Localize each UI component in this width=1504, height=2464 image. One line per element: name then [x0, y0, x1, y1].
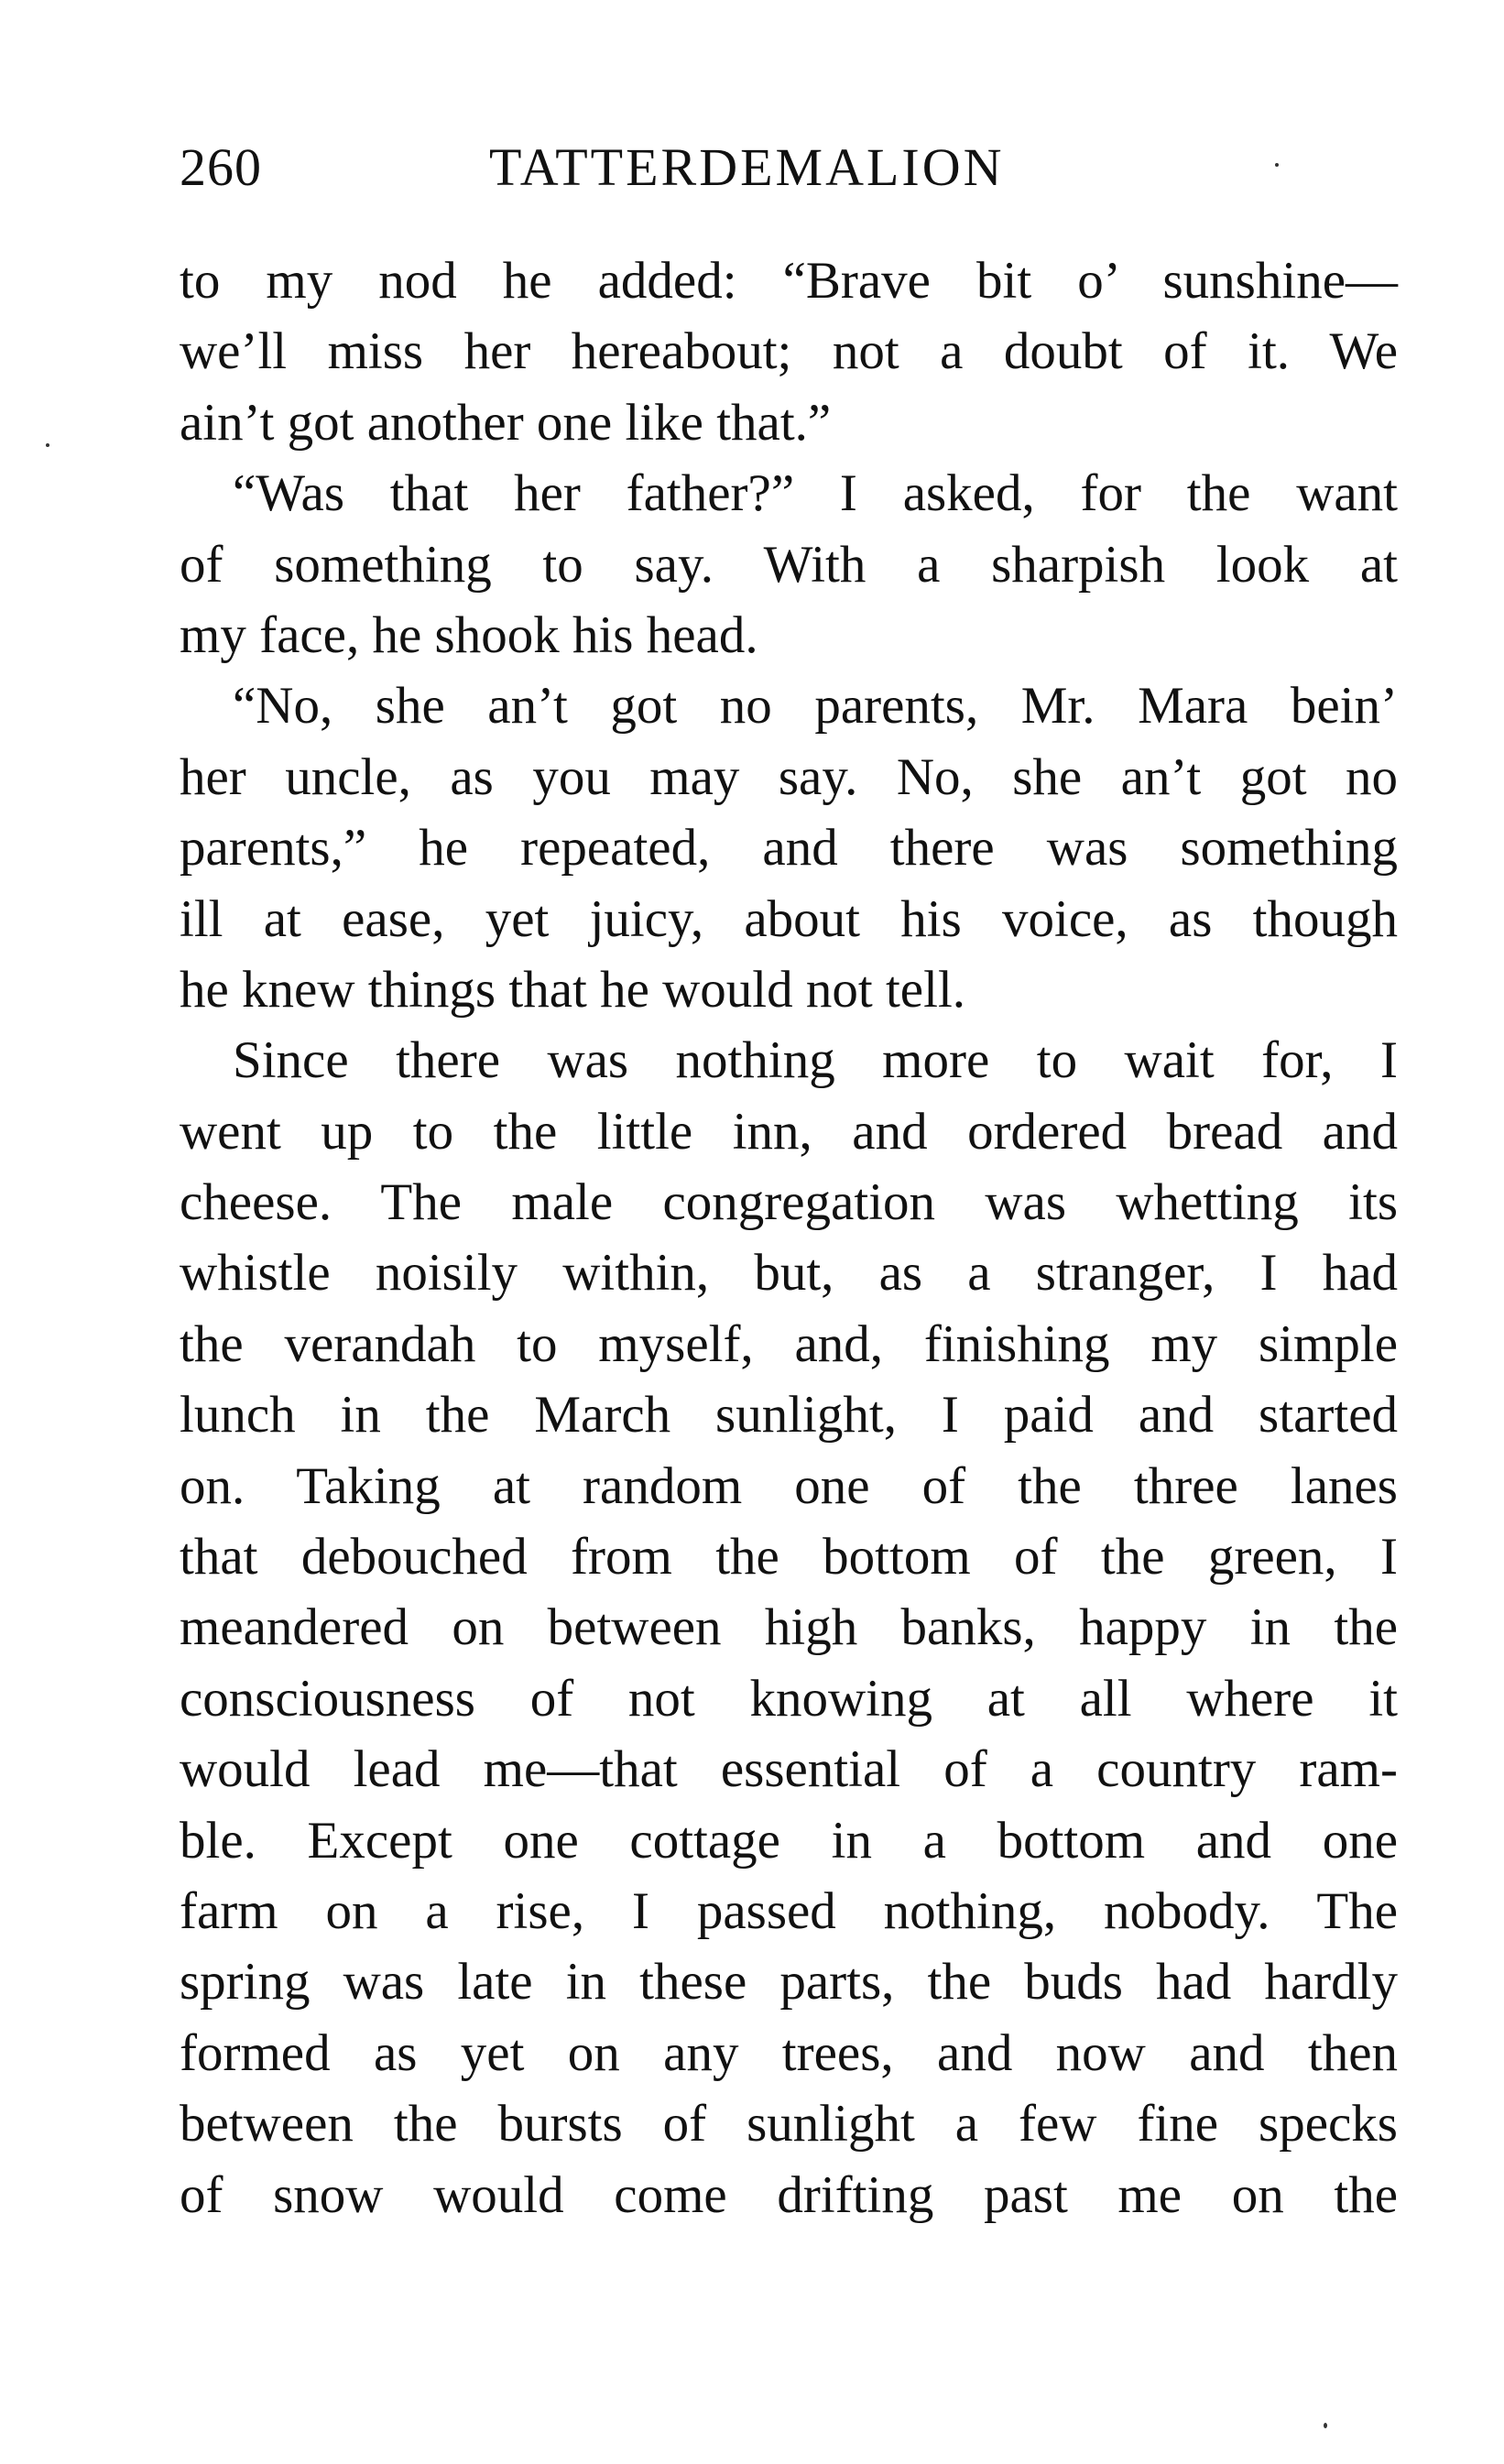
- text-line: the verandah to myself, and, finishing my simple: [180, 1314, 1398, 1373]
- text-line: to my nod he added: “Brave bit o’ sunshine—: [180, 252, 1398, 310]
- text-line: lunch in the March sunlight, I paid and started: [180, 1386, 1398, 1445]
- text-line: ill at ease, yet juicy, about his voice, as though: [180, 889, 1398, 948]
- text-line: “No, she an’t got no parents, Mr. Mara bein’: [233, 677, 1398, 736]
- text-line: on. Taking at random one of the three lanes: [180, 1456, 1398, 1515]
- body-text: [180, 245, 1398, 2230]
- text-line: meandered on between high banks, happy in the: [180, 1598, 1398, 1657]
- text-line: my face, he shook his head.: [180, 605, 758, 664]
- text-line: farm on a rise, I passed nothing, nobody. The: [180, 1881, 1398, 1940]
- text-line: of snow would come drifting past me on the: [180, 2165, 1398, 2224]
- scan-speck: [1275, 163, 1279, 167]
- text-line: ain’t got another one like that.”: [180, 393, 832, 452]
- text-line: we’ll miss her hereabout; not a doubt of it. We: [180, 322, 1398, 381]
- text-line: between the bursts of sunlight a few fine specks: [180, 2095, 1398, 2153]
- text-line: consciousness of not knowing at all where it: [180, 1669, 1398, 1728]
- text-line: cheese. The male congregation was whetting its: [180, 1173, 1398, 1232]
- text-line: whistle noisily within, but, as a stranger, I had: [180, 1244, 1398, 1303]
- text-line: would lead me—that essential of a country ram-: [180, 1740, 1398, 1799]
- running-title: TATTERDEMALION: [489, 137, 1005, 197]
- running-head: [180, 136, 1398, 200]
- scan-speck: [1324, 2423, 1327, 2428]
- text-line: formed as yet on any trees, and now and then: [180, 2023, 1398, 2082]
- page-number: 260: [180, 137, 262, 197]
- scan-speck: [46, 443, 49, 447]
- text-line: of something to say. With a sharpish look at: [180, 535, 1398, 594]
- text-line: ble. Except one cottage in a bottom and one: [180, 1811, 1398, 1870]
- text-line: her uncle, as you may say. No, she an’t got no: [180, 747, 1398, 806]
- text-line: went up to the little inn, and ordered bread and: [180, 1102, 1398, 1161]
- text-line: he knew things that he would not tell.: [180, 960, 966, 1019]
- text-line: Since there was nothing more to wait for, I: [233, 1031, 1398, 1090]
- text-line: parents,” he repeated, and there was something: [180, 819, 1398, 878]
- text-line: “Was that her father?” I asked, for the want: [233, 464, 1398, 523]
- text-line: that debouched from the bottom of the green, I: [180, 1528, 1398, 1586]
- text-line: spring was late in these parts, the buds had hardly: [180, 1953, 1398, 2012]
